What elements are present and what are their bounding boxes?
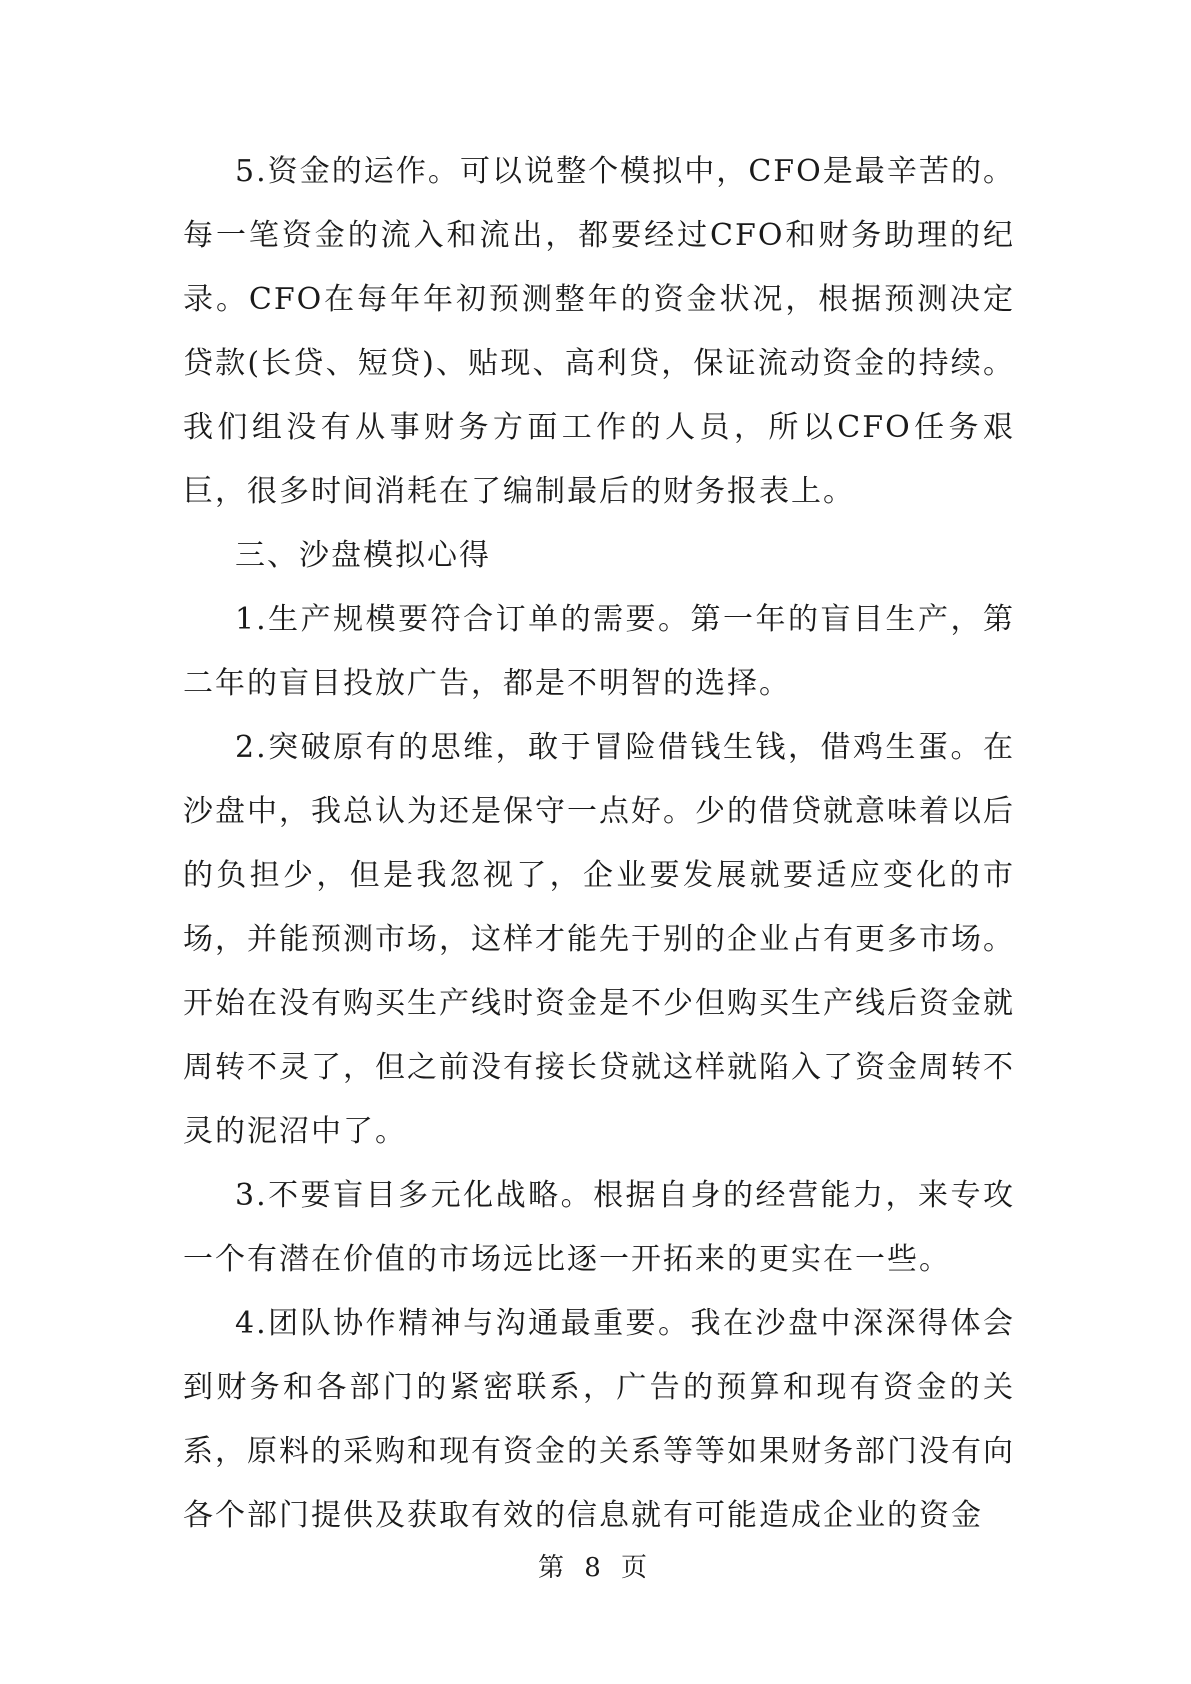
paragraph-teamwork: 4.团队协作精神与沟通最重要。我在沙盘中深深得体会到财务和各部门的紧密联系，广告的预算和现有资金的关系，原料的采购和现有资金的关系等等如果财务部门没有向各个部门提供及获取有效的信息就有可能造成企业的资金	[183, 1306, 1015, 1533]
paragraph-production-scale: 1.生产规模要符合订单的需要。第一年的盲目生产，第二年的盲目投放广告，都是不明智的选择。	[183, 602, 1015, 701]
section-heading: 三、沙盘模拟心得	[235, 538, 491, 573]
paragraph-capital-operation: 5.资金的运作。可以说整个模拟中，CFO是最辛苦的。每一笔资金的流入和流出，都要经过CFO和财务助理的纪录。CFO在每年年初预测整年的资金状况，根据预测决定贷款(长贷、短贷)、贴现、高利贷，保证流动资金的持续。我们组没有从事财务方面工作的人员，所以CFO任务艰巨，很多时间消耗在了编制最后的财务报表上。	[183, 154, 1015, 509]
paragraph-break-thinking: 2.突破原有的思维，敢于冒险借钱生钱，借鸡生蛋。在沙盘中，我总认为还是保守一点好。少的借贷就意味着以后的负担少，但是我忽视了，企业要发展就要适应变化的市场，并能预测市场，这样才能先于别的企业占有更多市场。开始在没有购买生产线时资金是不少但购买生产线后资金就周转不灵了，但之前没有接长贷就这样就陷入了资金周转不灵的泥沼中了。	[183, 730, 1015, 1149]
paragraph-diversification: 3.不要盲目多元化战略。根据自身的经营能力，来专攻一个有潜在价值的市场远比逐一开拓来的更实在一些。	[183, 1178, 1015, 1277]
page-body	[183, 140, 1015, 1548]
page-number: 第 8 页	[537, 1553, 654, 1583]
